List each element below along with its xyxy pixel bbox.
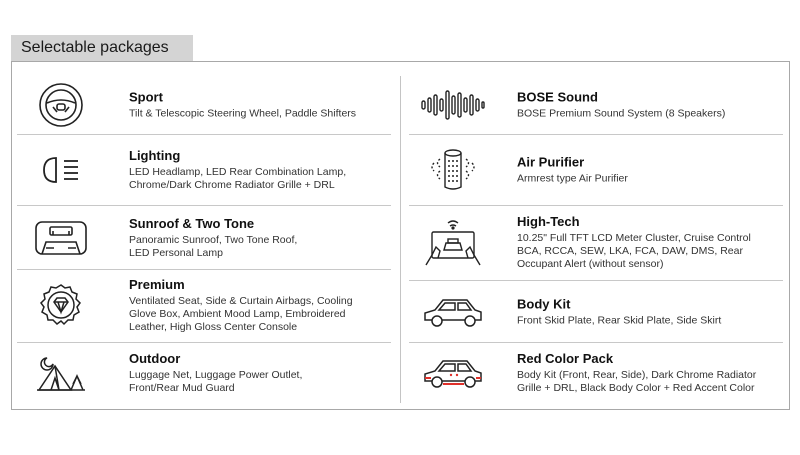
- package-lighting: [17, 135, 391, 205]
- diamond-badge-icon: [37, 282, 85, 330]
- package-air-purifier: [409, 135, 783, 205]
- steering-wheel-icon: [36, 80, 86, 130]
- right-column: [409, 76, 783, 403]
- package-desc: Panoramic Sunroof, Two Tone Roof, LED Personal Lamp: [129, 233, 298, 259]
- package-sunroof-two-tone: [17, 206, 391, 269]
- package-title: Sport: [129, 89, 163, 105]
- package-red-color-pack: [409, 343, 783, 403]
- column-divider: [400, 76, 401, 403]
- package-desc: Body Kit (Front, Rear, Side), Dark Chrome Radiator Grille + DRL, Black Body Color + Red Accent Color: [517, 368, 757, 394]
- package-title: BOSE Sound: [517, 89, 598, 105]
- sound-wave-icon: [420, 88, 486, 122]
- left-column: [17, 76, 391, 403]
- package-desc: 10.25" Full TFT LCD Meter Cluster, Cruise Control BCA, RCCA, SEW, LKA, FCA, DAW, DMS, Rear Occupant Alert (without sensor): [517, 232, 751, 271]
- car-red-accent-icon: [421, 355, 485, 391]
- package-title: Outdoor: [129, 350, 181, 366]
- air-purifier-icon: [426, 145, 480, 195]
- package-premium: [17, 270, 391, 342]
- sunroof-icon: [32, 218, 90, 258]
- package-title: Lighting: [129, 147, 181, 163]
- hands-on-display-icon: [422, 217, 484, 269]
- package-desc: LED Headlamp, LED Rear Combination Lamp, Chrome/Dark Chrome Radiator Grille + DRL: [129, 165, 347, 191]
- package-desc: Ventilated Seat, Side & Curtain Airbags, Cooling Glove Box, Ambient Mood Lamp, Embroidered Leather, High Gloss Center Console: [129, 295, 353, 334]
- package-desc: Armrest type Air Purifier: [517, 172, 628, 185]
- car-side-icon: [421, 294, 485, 330]
- package-title: Body Kit: [517, 295, 571, 311]
- package-title: High-Tech: [517, 214, 580, 230]
- package-desc: BOSE Premium Sound System (8 Speakers): [517, 107, 726, 120]
- package-title: Air Purifier: [517, 154, 585, 170]
- package-body-kit: [409, 281, 783, 342]
- package-high-tech: [409, 206, 783, 280]
- package-title: Red Color Pack: [517, 350, 614, 366]
- headlamp-icon: [36, 150, 86, 190]
- package-title: Premium: [129, 277, 185, 293]
- package-desc: Front Skid Plate, Rear Skid Plate, Side Skirt: [517, 313, 722, 326]
- package-outdoor: [17, 343, 391, 403]
- section-title: Selectable packages: [11, 35, 193, 61]
- package-bose-sound: [409, 76, 783, 134]
- package-desc: Luggage Net, Luggage Power Outlet, Front/Rear Mud Guard: [129, 368, 303, 394]
- package-sport: [17, 76, 391, 134]
- camping-tent-icon: [35, 352, 87, 394]
- package-desc: Tilt & Telescopic Steering Wheel, Paddle Shifters: [129, 107, 357, 120]
- package-title: Sunroof & Two Tone: [129, 215, 255, 231]
